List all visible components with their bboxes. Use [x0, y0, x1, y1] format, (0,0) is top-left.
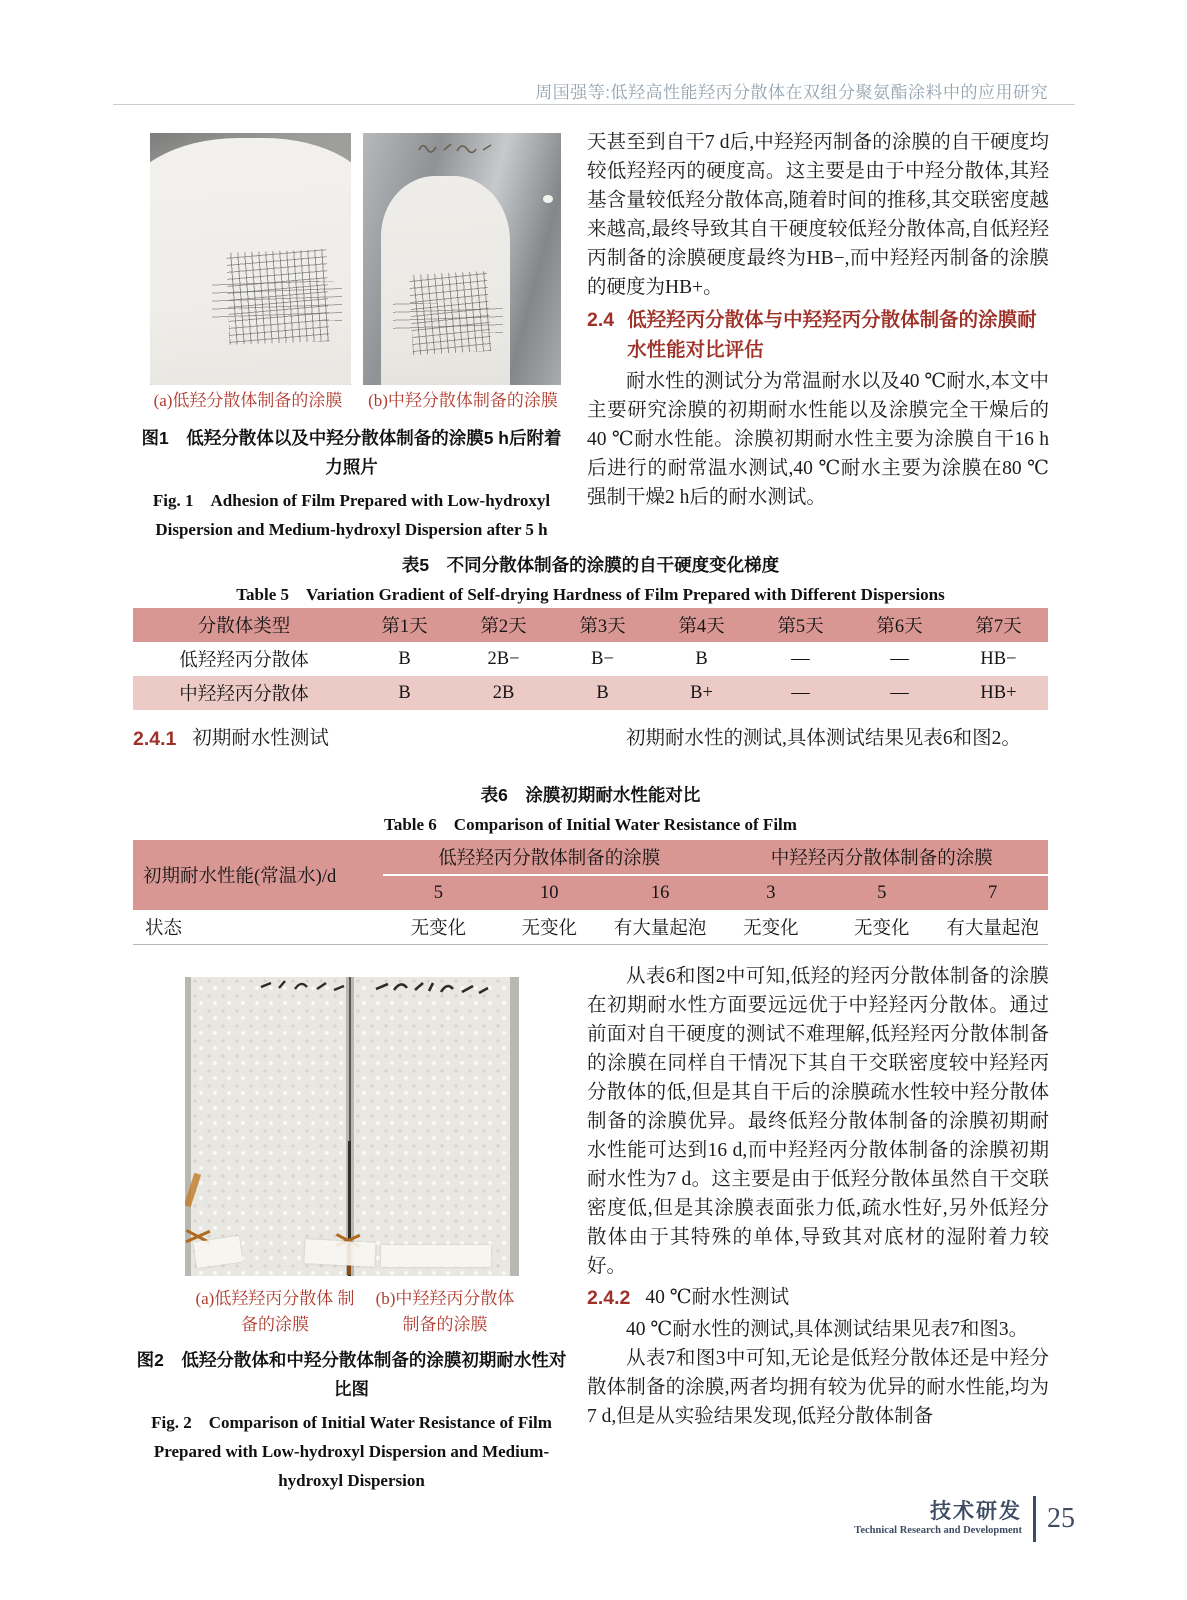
- table5-cell: HB+: [949, 676, 1048, 710]
- table5-cell: 2B−: [487, 648, 520, 669]
- figure2-title-cn: 图2 低羟分散体和中羟分散体制备的涂膜初期耐水性对比图: [136, 1350, 567, 1399]
- section-number: 2.4.2: [587, 1287, 631, 1309]
- table5-cell: —: [850, 676, 949, 710]
- table6-status-row: [133, 910, 1048, 945]
- table5-cell: —: [890, 648, 909, 669]
- right-column-bottom: [587, 962, 1049, 1431]
- table5-title-en: Table 5 Variation Gradient of Self-drying Hardness of Film Prepared with Different Dispersions: [236, 585, 945, 604]
- table6-status-cell: 有大量起泡: [605, 910, 716, 945]
- figure1-title-en: Fig. 1 Adhesion of Film Prepared with Low-hydroxyl Dispersion and Medium-hydroxyl Dispersion after 5 h: [152, 491, 551, 539]
- table6-col-header: 3: [715, 875, 826, 910]
- table6-group-row: [133, 840, 1048, 875]
- table5-header-cell: 分散体类型: [133, 608, 355, 642]
- section-title: 低羟羟丙分散体与中羟羟丙分散体制备的涂膜耐水性能对比评估: [627, 309, 1037, 361]
- figure2-title-en: Fig. 2 Comparison of Initial Water Resistance of Film Prepared with Low-hydroxyl Dispersion and Medium-hydroxyl Dispersion: [151, 1413, 552, 1490]
- table5-cell: B+: [652, 676, 751, 710]
- table6-col-header: 16: [605, 875, 716, 910]
- figure2-photo: [185, 977, 519, 1276]
- table6-status-cell: 无变化: [826, 910, 937, 945]
- table5-cell: B: [355, 676, 454, 710]
- handwriting-mark: [255, 977, 365, 993]
- paragraph: 耐水性的测试分为常温耐水以及40 ℃耐水,本文中主要研究涂膜的初期耐水性能以及涂膜完全干燥后的40 ℃耐水性能。涂膜初期耐水性主要为涂膜自干16 h后进行的耐常温水测试,40 ℃耐水主要为涂膜在80 ℃强制干燥2 h后的耐水测试。: [587, 371, 1049, 508]
- table5-row: [133, 642, 1048, 676]
- paragraph: 从表7和图3中可知,无论是低羟分散体还是中羟分散体制备的涂膜,两者均拥有较为优异的耐水性能,均为7 d,但是从实验结果发现,低羟分散体制备: [587, 1348, 1049, 1427]
- tape-piece: [304, 1239, 375, 1267]
- paragraph: 从表6和图2中可知,低羟的羟丙分散体制备的涂膜在初期耐水性方面要远远优于中羟羟丙分散体。通过前面对自干硬度的测试不难理解,低羟羟丙分散体制备的涂膜在同样自干情况下其自干交联密度较中羟羟丙分散体的低,但是其自干后的涂膜疏水性较中羟分散体制备的涂膜优异。最终低羟分散体制备的涂膜初期耐水性能可达到16 d,而中羟羟丙分散体制备的涂膜初期耐水性为7 d。这主要是由于低羟分散体虽然自干交联密度低,但是其涂膜表面张力低,疏水性好,另外低羟分散体由于其特殊的单体,导致其对底材的湿附着力较好。: [587, 966, 1049, 1277]
- paragraph: 40 ℃耐水性的测试,具体测试结果见表7和图3。: [626, 1319, 1029, 1340]
- figure1-caption-b: (b)中羟分散体制备的涂膜: [368, 391, 558, 410]
- table5-cell: 中羟羟丙分散体: [133, 676, 355, 710]
- section-2-4-heading: [587, 305, 1049, 365]
- footer-section-en: Technical Research and Development: [854, 1525, 1022, 1536]
- table6-status-cell: 有大量起泡: [937, 910, 1048, 945]
- table6-col-header: 10: [494, 875, 605, 910]
- table6-status-label: 状态: [133, 910, 383, 945]
- page-number: 25: [1047, 1503, 1075, 1534]
- table5: [133, 608, 1048, 710]
- table5-header-cell: 第1天: [355, 608, 454, 642]
- handwriting-mark: [415, 139, 505, 155]
- section-number: 2.4: [587, 309, 615, 331]
- crosshatch-scratch: [226, 249, 329, 344]
- figure2-caption-a: (a)低羟羟丙分散体 制备的涂膜: [195, 1289, 355, 1334]
- section-2-4-2-heading: [587, 1283, 1049, 1313]
- section-2-4-1-text: 初期耐水性的测试,具体测试结果见表6和图2。: [626, 728, 1021, 749]
- table5-title-cn: 表5 不同分散体制备的涂膜的自干硬度变化梯度: [401, 555, 780, 575]
- table5-header-cell: 第5天: [751, 608, 850, 642]
- table5-cell: B: [695, 648, 708, 669]
- crosshatch-scratch: [409, 271, 491, 355]
- table5-cell: 低羟羟丙分散体: [179, 651, 309, 671]
- table6-col-header: 5: [826, 875, 937, 910]
- section-title: 40 ℃耐水性测试: [645, 1287, 790, 1308]
- table5-cell: 2B: [454, 676, 553, 710]
- tape-piece: [381, 1245, 491, 1267]
- figure1-caption-a: (a)低羟分散体制备的涂膜: [153, 391, 343, 410]
- table6-row-label: 初期耐水性能(常温水)/d: [133, 840, 383, 910]
- paragraph: 天甚至到自干7 d后,中羟羟丙制备的涂膜的自干硬度均较低羟羟丙的硬度高。这主要是由于中羟分散体,其羟基含量较低羟分散体高,随着时间的推移,其交联密度越来越高,最终导致其自干硬度较低羟分散体高,自低羟羟丙制备的涂膜硬度最终为HB−,而中羟羟丙制备的涂膜的硬度为HB+。: [587, 132, 1049, 298]
- table5-cell: HB−: [980, 648, 1017, 669]
- figure1-photo-a: [150, 133, 351, 385]
- table6-status-cell: 无变化: [715, 910, 826, 945]
- table5-cell: —: [791, 648, 810, 669]
- figure1-title: [133, 424, 570, 544]
- table5-header-row: [133, 608, 1048, 642]
- table5-header-cell: 第7天: [949, 608, 1048, 642]
- section-2-4-1-heading: [133, 724, 329, 754]
- handwriting-mark: [371, 977, 501, 995]
- section-number: 2.4.1: [133, 728, 177, 750]
- footer-divider: [1033, 1496, 1036, 1542]
- table6-title-en: Table 6 Comparison of Initial Water Resistance of Film: [384, 815, 797, 834]
- table6-col-header: 7: [937, 875, 1048, 910]
- table5-row: [133, 676, 1048, 710]
- table6-status-cell: 无变化: [383, 910, 494, 945]
- table5-header-cell: 第6天: [850, 608, 949, 642]
- header-rule: [113, 104, 1075, 105]
- figure1-title-cn: 图1 低羟分散体以及中羟分散体制备的涂膜5 h后附着力照片: [141, 428, 562, 477]
- figure2-title: [133, 1346, 570, 1495]
- table6-col-header: 5: [383, 875, 494, 910]
- table6-title-cn: 表6 涂膜初期耐水性能对比: [480, 785, 701, 805]
- table6-group2-label: 中羟羟丙分散体制备的涂膜: [715, 840, 1048, 875]
- table5-cell: B: [553, 676, 652, 710]
- right-column-top: [587, 128, 1049, 512]
- figure2-caption-b: (b)中羟羟丙分散体 制备的涂膜: [375, 1289, 515, 1334]
- paint-drop: [543, 195, 553, 203]
- table5-header-cell: 第4天: [652, 608, 751, 642]
- table5-header-cell: 第2天: [454, 608, 553, 642]
- page-footer: [840, 1496, 1075, 1542]
- section-title: 初期耐水性测试: [192, 728, 329, 749]
- footer-section-cn: 技术研发: [930, 1500, 1022, 1523]
- running-title: 周国强等:低羟高性能羟丙分散体在双组分聚氨酯涂料中的应用研究: [535, 83, 1048, 102]
- table6: [133, 840, 1048, 945]
- figure1-photo-b: [363, 133, 561, 385]
- water-test-panel-left: [191, 977, 346, 1276]
- table5-header-cell: 第3天: [553, 608, 652, 642]
- table5-cell: B: [398, 648, 411, 669]
- water-test-panel-right: [354, 977, 510, 1276]
- table5-cell: B−: [591, 648, 614, 669]
- table5-cell: —: [751, 676, 850, 710]
- table6-status-cell: 无变化: [494, 910, 605, 945]
- table6-group1-label: 低羟羟丙分散体制备的涂膜: [383, 840, 715, 875]
- footer-section: [854, 1500, 1022, 1538]
